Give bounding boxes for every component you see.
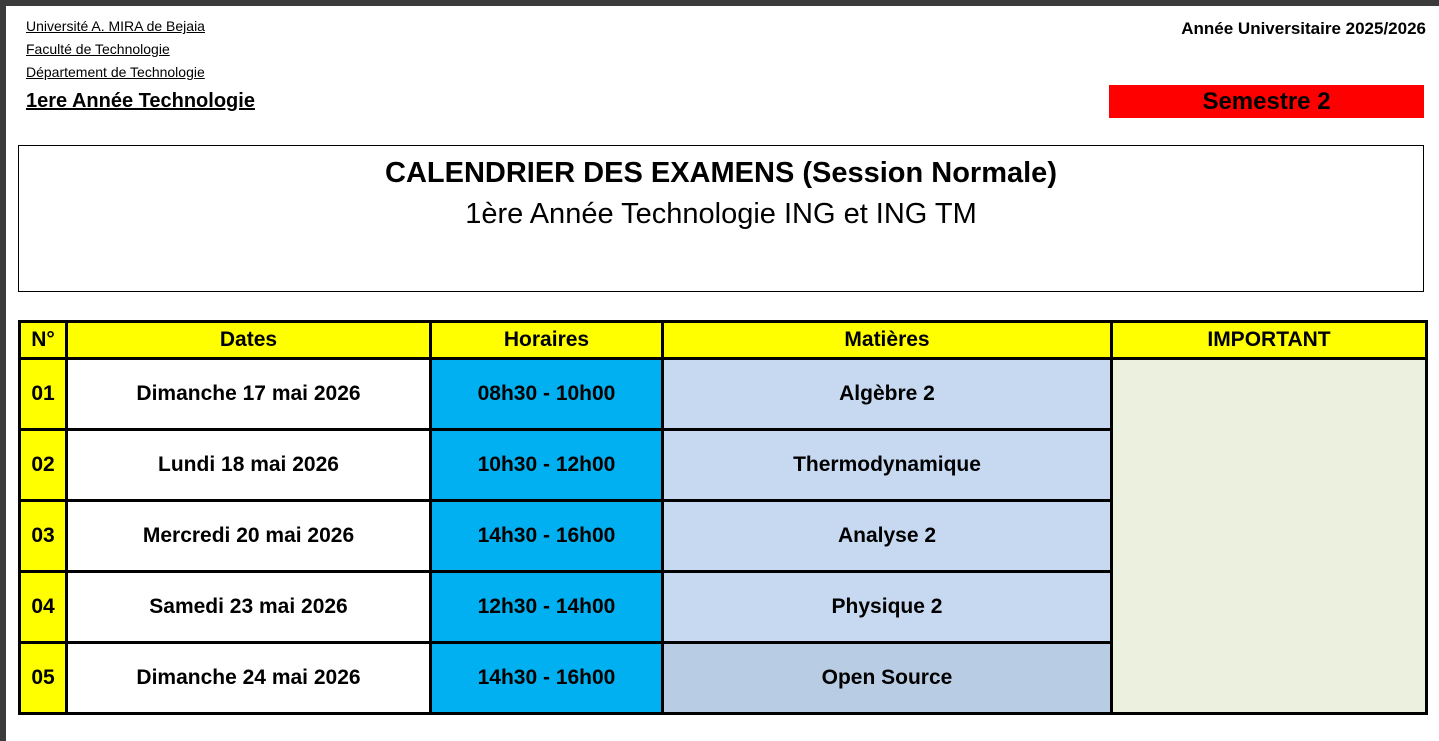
exam-time: 14h30 - 16h00: [431, 643, 663, 714]
title-box: [18, 145, 1424, 292]
exam-date: Mercredi 20 mai 2026: [67, 501, 431, 572]
exam-time: 08h30 - 10h00: [431, 359, 663, 430]
academic-year: Année Universitaire 2025/2026: [1181, 19, 1426, 38]
exam-schedule-table: [18, 320, 1428, 715]
table-header-row: [20, 322, 1427, 359]
exam-subject: Physique 2: [663, 572, 1112, 643]
page-subtitle: 1ère Année Technologie ING et ING TM: [465, 198, 977, 230]
column-header-times: Horaires: [431, 322, 663, 359]
exam-date: Dimanche 17 mai 2026: [67, 359, 431, 430]
exam-time: 12h30 - 14h00: [431, 572, 663, 643]
column-header-subjects: Matières: [663, 322, 1112, 359]
exam-subject: Open Source: [663, 643, 1112, 714]
row-number: 05: [20, 643, 67, 714]
exam-subject: Analyse 2: [663, 501, 1112, 572]
row-number: 04: [20, 572, 67, 643]
exam-subject: Thermodynamique: [663, 430, 1112, 501]
row-number: 03: [20, 501, 67, 572]
row-number: 01: [20, 359, 67, 430]
exam-date: Samedi 23 mai 2026: [67, 572, 431, 643]
important-notes-cell: [1112, 359, 1427, 714]
exam-time: 10h30 - 12h00: [431, 430, 663, 501]
column-header-important: IMPORTANT: [1112, 322, 1427, 359]
column-header-dates: Dates: [67, 322, 431, 359]
exam-subject: Algèbre 2: [663, 359, 1112, 430]
semester-badge: Semestre 2: [1109, 85, 1424, 118]
department-name: Département de Technologie: [26, 64, 205, 80]
document-page: [6, 6, 1439, 741]
university-name: Université A. MIRA de Bejaia: [26, 18, 205, 34]
exam-time: 14h30 - 16h00: [431, 501, 663, 572]
column-header-number: N°: [20, 322, 67, 359]
study-level: 1ere Année Technologie: [26, 90, 255, 112]
faculty-name: Faculté de Technologie: [26, 41, 170, 57]
page-title: CALENDRIER DES EXAMENS (Session Normale): [385, 157, 1057, 189]
row-number: 02: [20, 430, 67, 501]
table-row: [20, 359, 1427, 430]
exam-date: Dimanche 24 mai 2026: [67, 643, 431, 714]
exam-date: Lundi 18 mai 2026: [67, 430, 431, 501]
